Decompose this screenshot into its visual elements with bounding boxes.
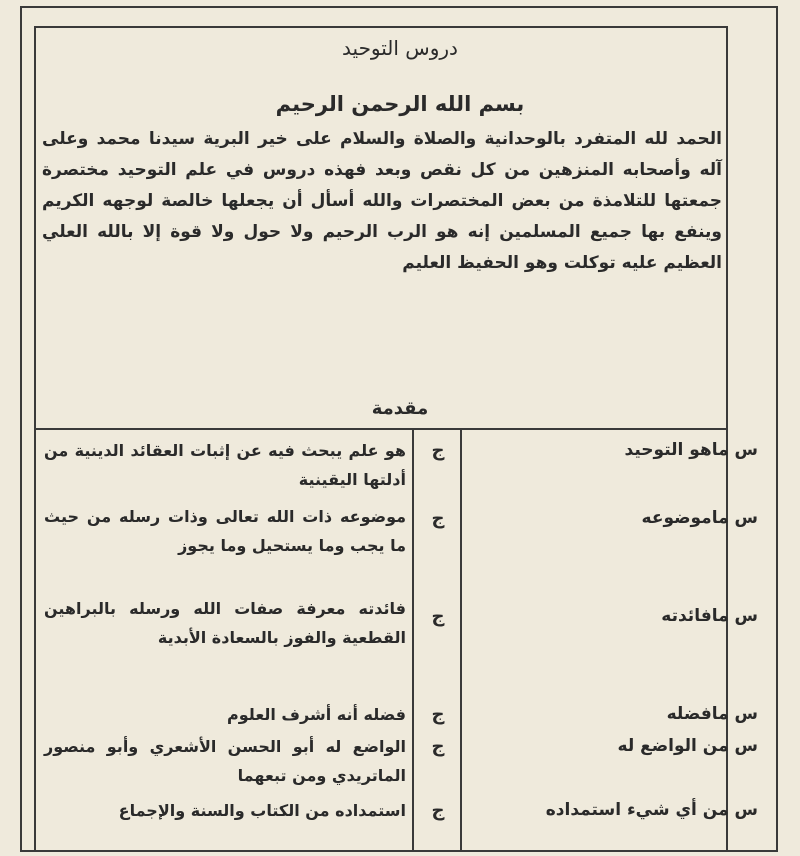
answer-text: فضله أنه أشرف العلوم [227,705,406,724]
qa-row [0,436,800,502]
question-text: س مافضله [666,704,758,724]
answer-marker: ج [431,736,445,757]
answer-marker: ج [431,800,445,821]
page-title: دروس التوحيد [342,36,458,60]
question-text: س من الواضع له [617,736,758,756]
section-heading: مقدمة [371,398,429,419]
question-text: س من أي شيء استمداده [545,800,758,820]
answer-text: موضوعه ذات الله تعالى وذات رسله من حيث ما يجب وما يستحيل وما يجوز [44,507,406,555]
answer-marker: ج [431,704,445,725]
answer-marker: ج [431,606,445,627]
answer-text: استمداده من الكتاب والسنة والإجماع [118,801,406,820]
basmala: بسم الله الرحمن الرحيم [275,92,525,116]
qa-row [0,594,800,694]
answer-text: الواضع له أبو الحسن الأشعري وأبو منصور الماتريدي ومن تبعهما [44,737,406,785]
qa-row [0,732,800,794]
intro-paragraph: الحمد لله المتفرد بالوحدانية والصلاة والسلام على خير البرية سيدنا محمد وعلى آله وأصحابه المنزهين من كل نقص وبعد فهذه دروس في علم التوحيد مختصرة جمعتها للتلامذة من بعض المختصرات والله أسأل أن يجعلها خالصة لوجهه الكريم وينفع بها جميع المسلمين إنه هو الرب الرحيم ولا حول ولا قوة إلا بالله العلي العظيم عليه توكلت وهو الحفيظ العليم [42,129,722,273]
answer-text: هو علم يبحث فيه عن إثبات العقائد الدينية من أدلتها اليقينية [44,441,406,489]
qa-row [0,700,800,732]
question-text: س مافائدته [661,606,758,626]
question-text: س ماموضوعه [641,508,758,528]
answer-marker: ج [431,440,445,461]
qa-row [0,796,800,836]
question-text: س ماهو التوحيد [624,440,758,460]
qa-row [0,502,800,590]
answer-text: فائدته معرفة صفات الله ورسله بالبراهين القطعية والفوز بالسعادة الأبدية [44,599,406,647]
divider-rule [34,428,728,430]
answer-marker: ج [431,508,445,529]
